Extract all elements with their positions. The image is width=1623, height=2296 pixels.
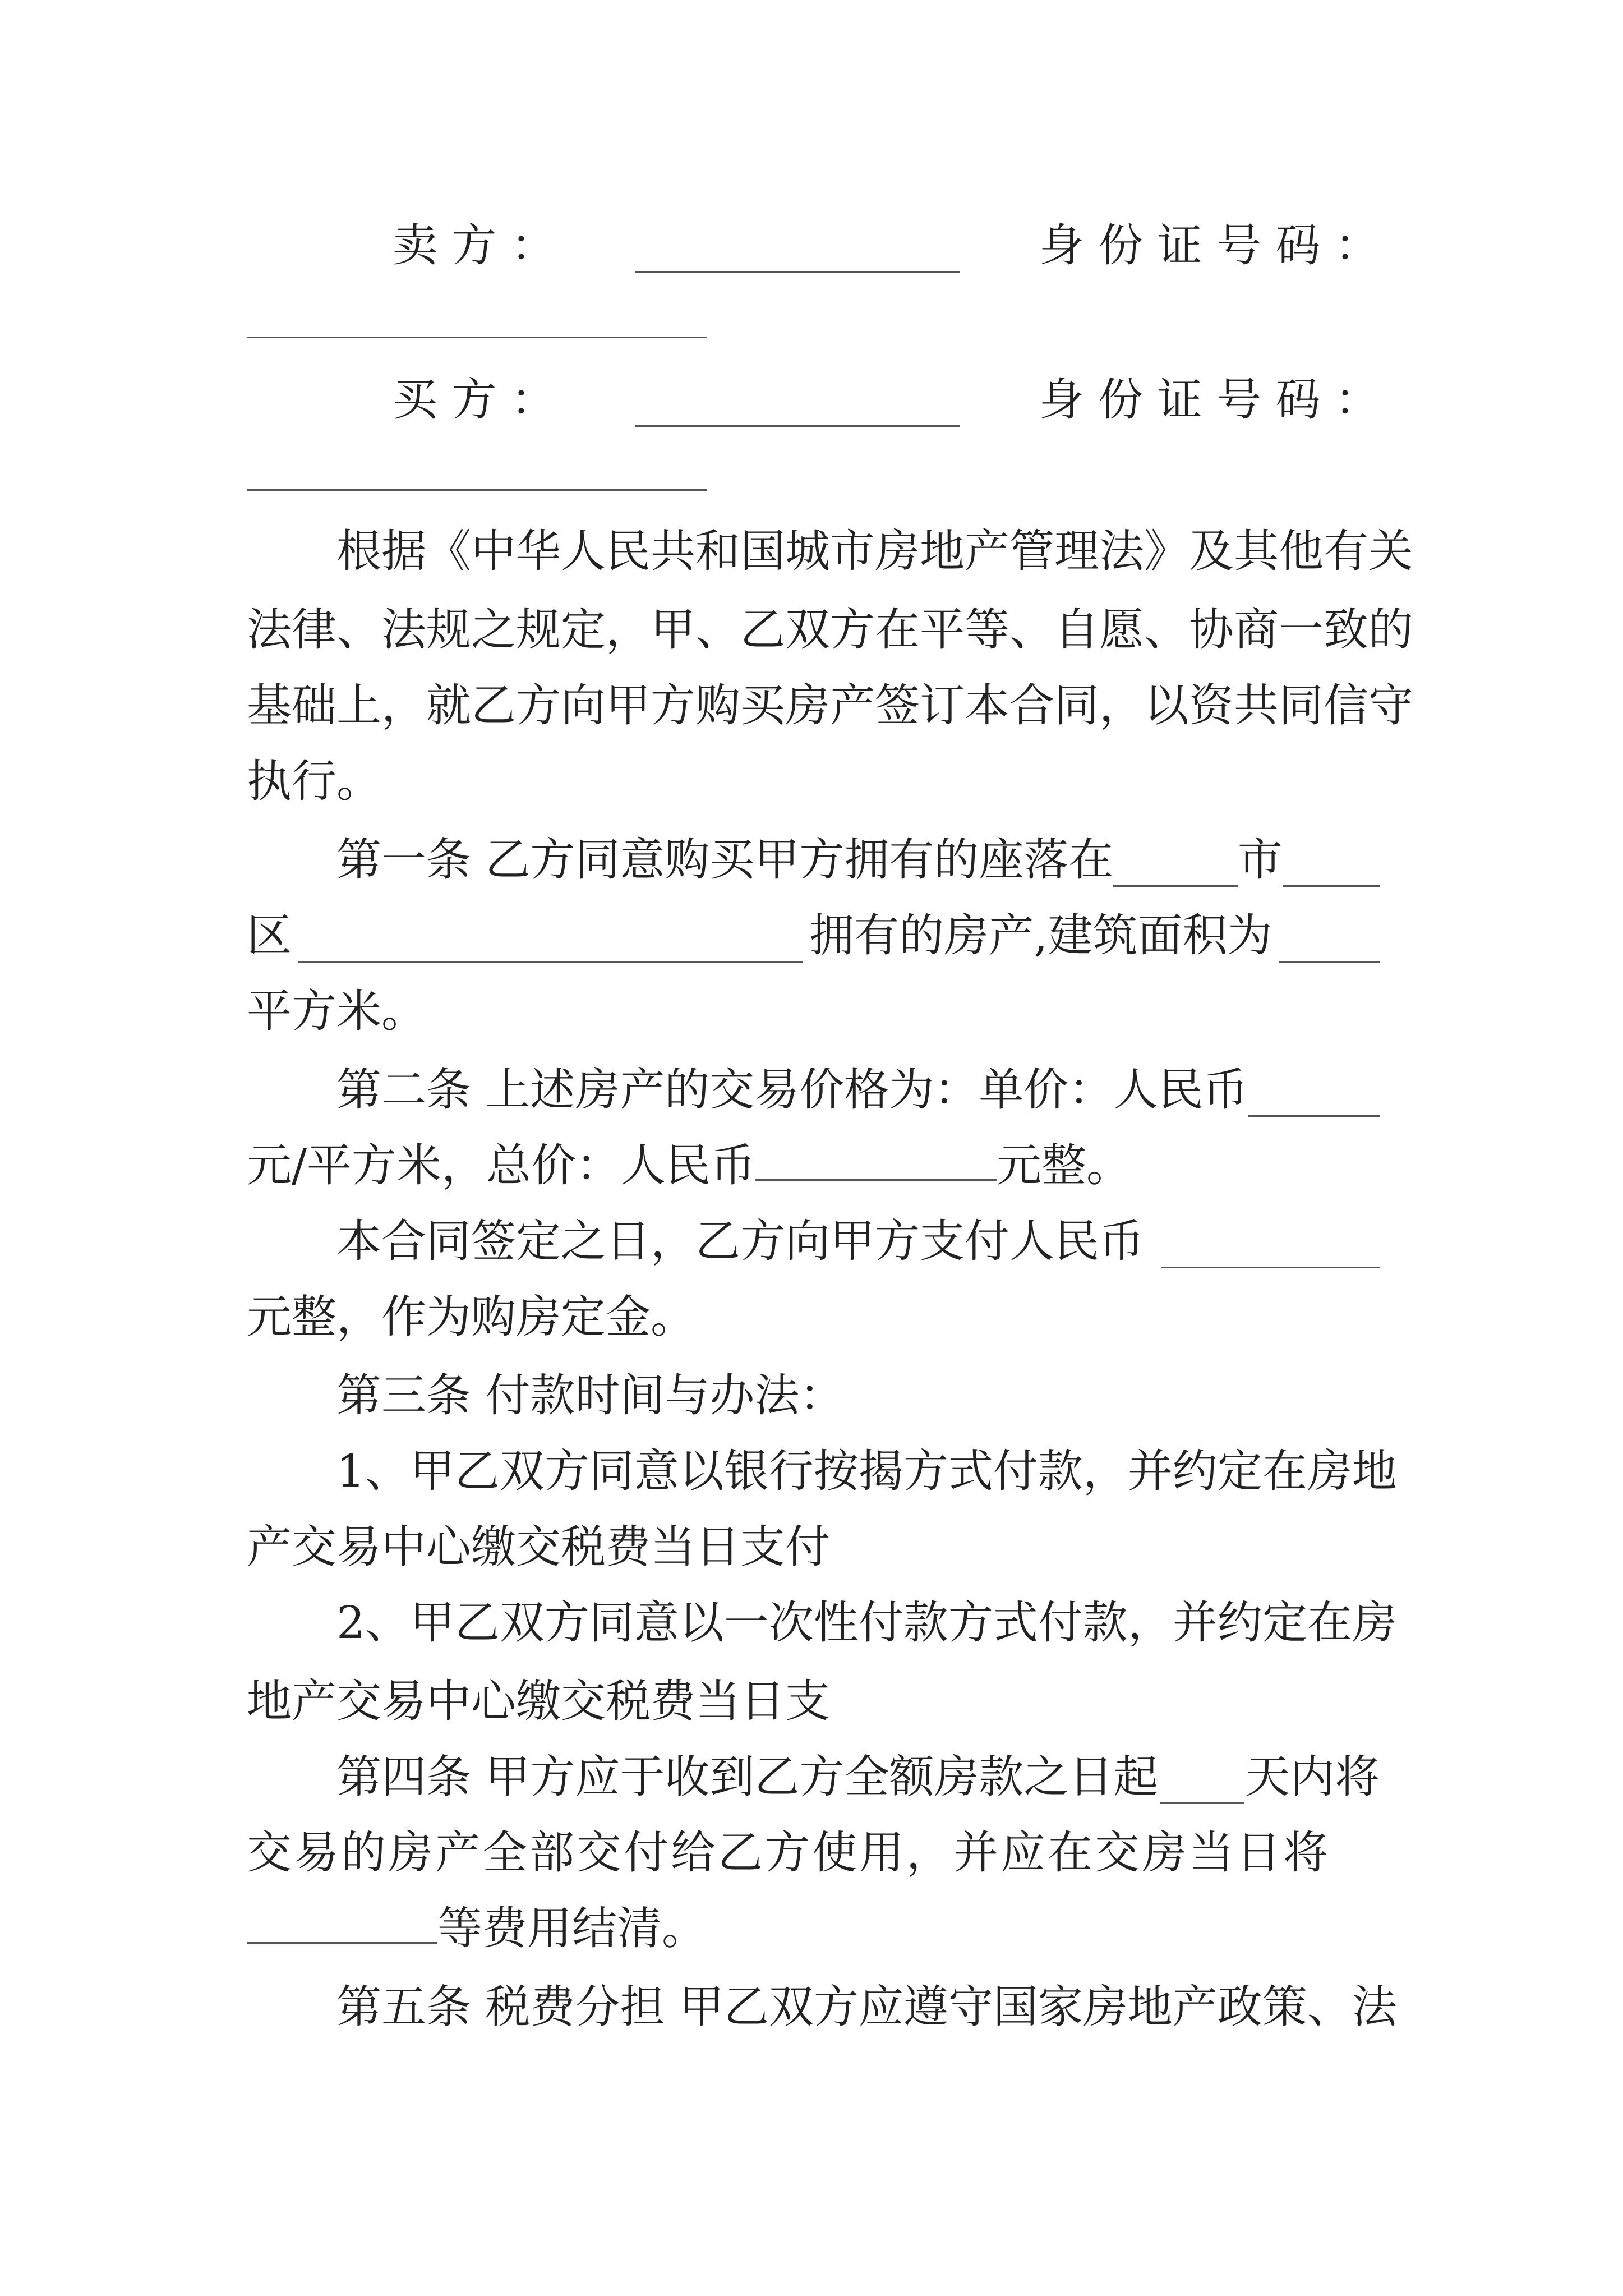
buyer-row	[393, 373, 1380, 427]
article-4-text: 第四条 甲方应于收到乙方全额房款之日起	[336, 1751, 1159, 1803]
article-1-district: 区	[247, 909, 292, 961]
article-1-area-text: 拥有的房产,建筑面积为	[809, 909, 1272, 961]
article-4-days-text: 天内将	[1245, 1751, 1380, 1803]
district-blank-1	[1283, 846, 1380, 887]
total-price-blank	[755, 1140, 997, 1181]
buyer-label: 买 方 ：	[393, 374, 556, 426]
seller-name-blank	[635, 232, 960, 273]
article-1-line-1	[336, 833, 1380, 887]
article-4-line-2: 交易的房产全部交付给乙方使用，并应在交房当日将	[247, 1826, 1330, 1879]
preamble-line-1: 根据《中华人民共和国城市房地产管理法》及其他有关	[336, 525, 1413, 577]
deposit-text: 本合同签定之日，乙方向甲方支付人民币	[336, 1215, 1144, 1267]
city-blank	[1113, 846, 1237, 887]
days-blank	[1160, 1763, 1244, 1804]
article-1-text: 第一条 乙方同意购买甲方拥有的座落在	[336, 834, 1114, 886]
article-4-end: 等费用结清。	[437, 1902, 707, 1954]
fees-blank	[247, 1903, 437, 1944]
preamble-line-4: 执行。	[247, 755, 381, 807]
article-4-line-1	[336, 1750, 1380, 1804]
article-1-unit: 平方米。	[247, 985, 426, 1037]
article-2-text: 第二条 上述房产的交易价格为：单价：人民币	[336, 1064, 1248, 1116]
deposit-blank	[1161, 1227, 1380, 1268]
area-blank	[1279, 922, 1380, 963]
article-2-total-text: 元/平方米，总价：人民币	[247, 1139, 755, 1191]
article-3-title: 第三条 付款时间与办法：	[336, 1369, 845, 1421]
article-5-line-1: 第五条 税费分担 甲乙双方应遵守国家房地产政策、法	[336, 1981, 1397, 2033]
article-3-item-1-line-1: 1、甲乙双方同意以银行按揭方式付款，并约定在房地	[336, 1445, 1397, 1497]
preamble-line-3: 基础上，就乙方向甲方购买房产签订本合同，以资共同信守	[247, 679, 1413, 731]
article-2-line-2	[247, 1139, 1380, 1193]
buyer-id-label: 身 份 证 号 码 ：	[1039, 374, 1380, 426]
article-1-city: 市	[1237, 834, 1283, 886]
district-blank-2	[298, 922, 803, 963]
seller-row	[393, 219, 1380, 273]
deposit-line-2: 元整，作为购房定金。	[247, 1291, 695, 1343]
article-3-item-2-line-2: 地产交易中心缴交税费当日支	[247, 1675, 830, 1727]
seller-id-label: 身 份 证 号 码 ：	[1039, 219, 1380, 272]
seller-label: 卖 方 ：	[393, 219, 556, 272]
deposit-line-1	[336, 1214, 1380, 1268]
buyer-id-blank	[247, 489, 707, 491]
article-4-line-3	[247, 1902, 1380, 1955]
article-3-item-1-line-2: 产交易中心缴交税费当日支付	[247, 1521, 830, 1573]
article-2-end: 元整。	[996, 1139, 1131, 1191]
buyer-name-blank	[635, 386, 960, 427]
article-3-item-2-line-1: 2、甲乙双方同意以一次性付款方式付款，并约定在房	[336, 1596, 1397, 1649]
unit-price-blank	[1248, 1076, 1380, 1117]
seller-id-blank	[247, 337, 707, 338]
article-1-line-2	[247, 909, 1380, 963]
preamble-line-2: 法律、法规之规定，甲、乙双方在平等、自愿、协商一致的	[247, 604, 1413, 656]
article-2-line-1	[336, 1063, 1380, 1117]
